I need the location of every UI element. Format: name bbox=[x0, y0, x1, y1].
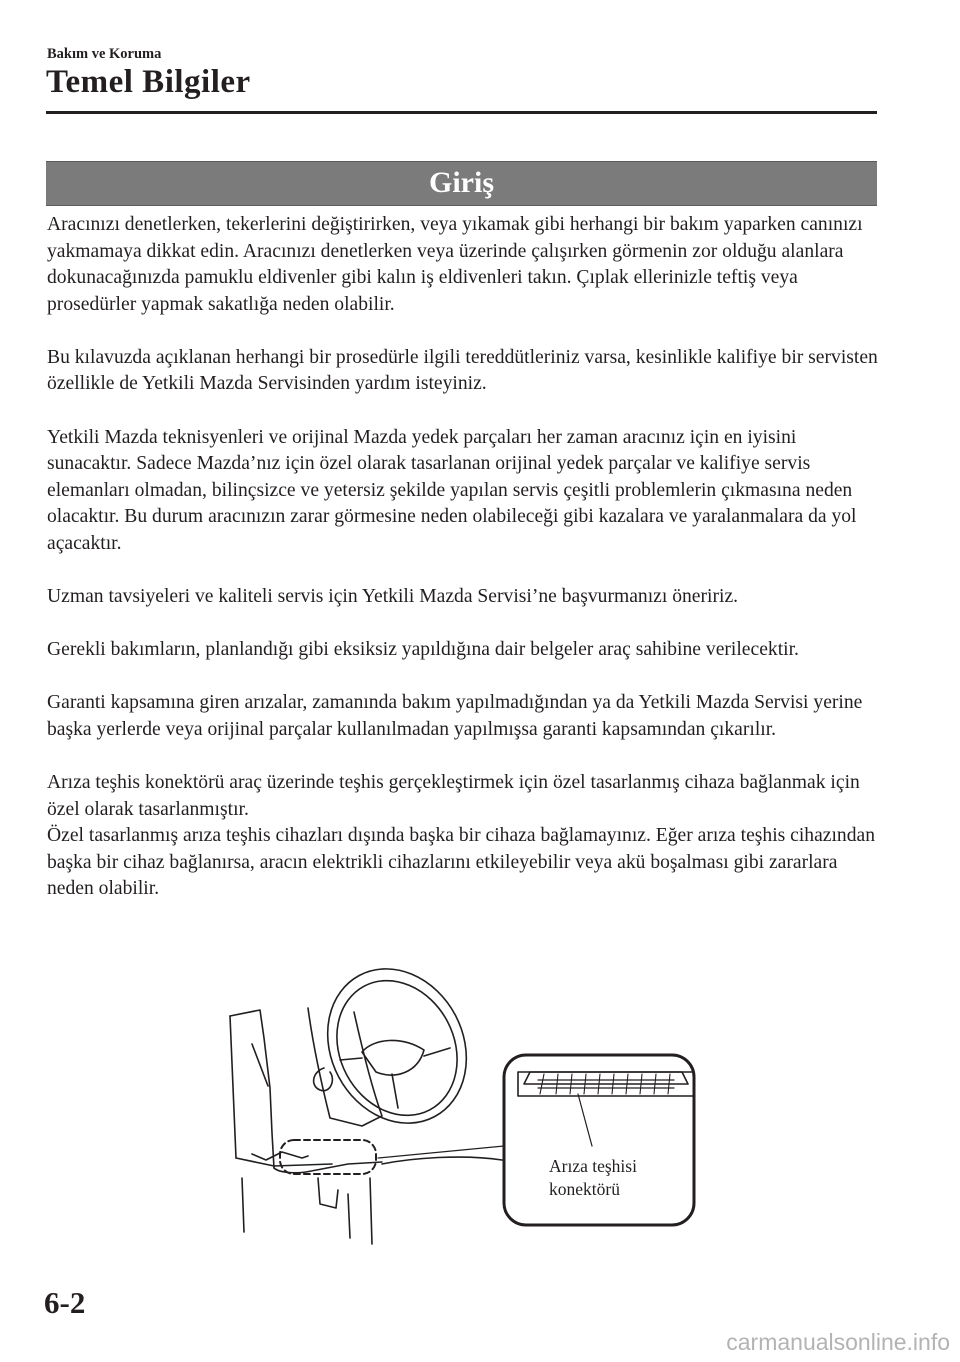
callout-pointer-line bbox=[578, 1094, 592, 1146]
paragraph-documents: Gerekli bakımların, planlandığı gibi eksiksiz yapıldığına dair belgeler araç sahibine verilecektir. bbox=[47, 639, 799, 661]
paragraph-warranty: Garanti kapsamına giren arızalar, zamanında bakım yapılmadığından ya da Yetkili Mazda Servisi yerine başka yerlerde veya orijinal parçalar kullanılmadan yapılmışsa garanti kapsamından çıkarılır. bbox=[47, 692, 863, 740]
steering-wheel-rim bbox=[301, 968, 493, 1148]
pedal-arm bbox=[348, 1194, 350, 1238]
breadcrumb: Bakım ve Koruma bbox=[47, 46, 162, 62]
dashboard-lower-edge bbox=[236, 1158, 332, 1166]
paragraph-recommendation: Uzman tavsiyeleri ve kaliteli servis için Yetkili Mazda Servisi’ne başvurmanızı öneririz. bbox=[47, 586, 739, 608]
callout-label-line2: konektörü bbox=[549, 1179, 620, 1199]
callout-label bbox=[549, 1155, 637, 1201]
brake-pedal bbox=[318, 1178, 338, 1208]
section-header-bar bbox=[46, 161, 877, 206]
body-text bbox=[47, 212, 882, 903]
paragraph-procedure-doubts: Bu kılavuzda açıklanan herhangi bir prosedürle ilgili tereddütleriniz varsa, kesinlikle kalifiye bir servisten özellikle de Yetkili Mazda Servisinden yardım isteyiniz. bbox=[47, 346, 878, 395]
paragraph-diagnostic-connector: Arıza teşhis konektörü araç üzerinde teşhis gerçekleştirmek için özel tasarlanmış cihaza bağlanmak için özel olarak tasarlanmıştır. bbox=[47, 771, 860, 820]
floor-lines bbox=[242, 1178, 372, 1244]
paragraph-safety: Aracınızı denetlerken, tekerlerini değiştirirken, veya yıkamak gibi herhangi bir bakım yaparken canınızı yakmamaya dikkat edin. Aracınızı denetlerken veya üzerinde çalışırken görmenin zor olduğu alanlara dokunacağınızda pamuklu eldivenler gibi kalın iş eldivenleri takın. Çıplak ellerinizle teftiş veya prosedürler yapmak sakatlığa neden olabilir. bbox=[47, 214, 863, 315]
callout-leader-line bbox=[378, 1146, 504, 1158]
diagnostic-connector-illustration bbox=[212, 968, 702, 1246]
steering-wheel-hub bbox=[362, 1040, 424, 1075]
watermark: carmanualsonline.info bbox=[726, 1329, 950, 1355]
connector-highlight-outline bbox=[280, 1140, 376, 1174]
steering-wheel-spokes bbox=[340, 1048, 450, 1108]
chapter-title: Temel Bilgiler bbox=[46, 64, 251, 100]
section-title: Giriş bbox=[429, 166, 494, 199]
steering-column bbox=[308, 1008, 382, 1126]
paragraph-diagnostic-connector-group bbox=[47, 770, 882, 903]
page-number: 6-2 bbox=[44, 1285, 86, 1320]
paragraph-diagnostic-warning: Özel tasarlanmış arıza teşhis cihazları dışında başka bir cihaza bağlamayınız. Eğer arıza teşhis cihazından başka bir cihaz bağlanırsa, aracın elektrikli cihazlarını etkileyebilir veya akü boşalması gibi zararlara neden olabilir. bbox=[47, 825, 876, 900]
callout-label-line1: Arıza teşhisi bbox=[549, 1156, 637, 1176]
paragraph-technicians: Yetkili Mazda teknisyenleri ve orijinal Mazda yedek parçaları her zaman aracınız için en iyisini sunacaktır. Sadece Mazda’nız için özel olarak tasarlanan orijinal yedek parçalar ve kalifiye servis elemanları olmadan, bilinçsizce ve yetersiz şekilde yapılan servis çeşitli problemlerin çıkmasına neden olacaktır. Bu durum aracınızın zarar görmesine neden olabileceği gibi kazalara ve yaralanmalara da yol açacaktır. bbox=[47, 426, 857, 554]
lower-dash-curve bbox=[382, 1157, 502, 1164]
dashboard-left-line bbox=[230, 1016, 236, 1158]
connector-shell-top bbox=[524, 1072, 688, 1084]
dashboard-edge-line bbox=[230, 1010, 274, 1168]
header-divider bbox=[46, 111, 877, 114]
